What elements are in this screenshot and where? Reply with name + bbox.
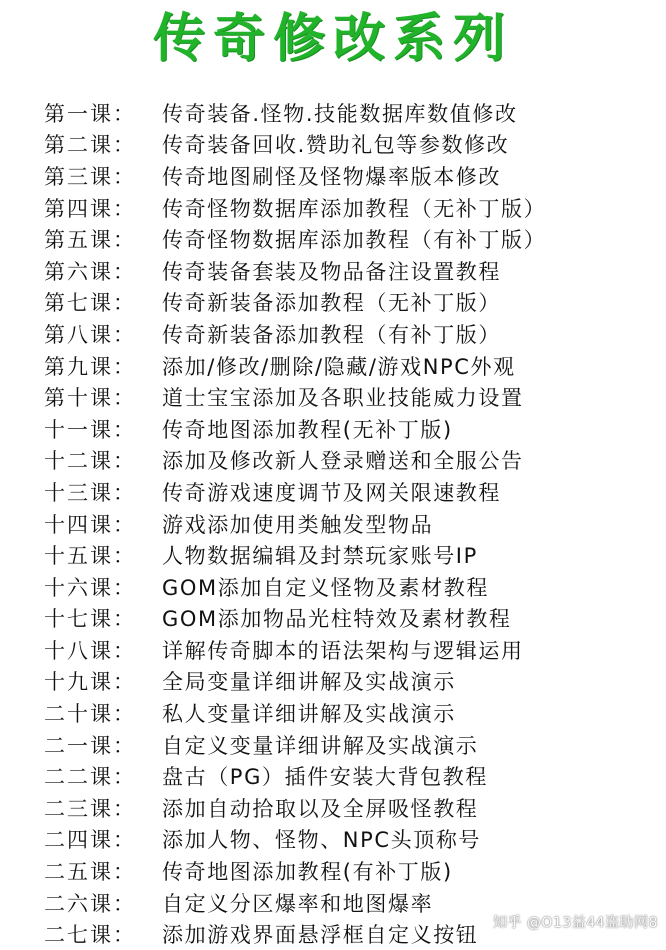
watermark: 知乎 @O13益44盗助网8 [492, 915, 658, 931]
lesson-number: 二四课： [44, 828, 136, 853]
lesson-number: 第二课： [44, 133, 136, 158]
lesson-number: 十三课： [44, 480, 136, 505]
lesson-number: 二三课： [44, 796, 136, 821]
lesson-topic: 传奇地图添加教程(有补丁版) [162, 860, 453, 885]
lesson-topic: 添加游戏界面悬浮框自定义按钮 [162, 923, 479, 948]
lesson-number: 十二课： [44, 449, 136, 474]
lesson-topic: GOM添加物品光柱特效及素材教程 [162, 607, 512, 632]
lesson-row [44, 381, 654, 413]
lesson-number: 第九课： [44, 354, 136, 379]
lesson-number: 二六课： [44, 891, 136, 916]
lesson-number: 二一课： [44, 733, 136, 758]
lesson-number: 第十课： [44, 386, 136, 411]
lesson-row [44, 539, 654, 571]
lesson-row [44, 413, 654, 445]
lesson-number: 十九课： [44, 670, 136, 695]
lesson-topic: 人物数据编辑及封禁玩家账号IP [162, 544, 478, 569]
lesson-number: 二二课： [44, 765, 136, 790]
lesson-number: 第四课： [44, 196, 136, 221]
lesson-topic: 传奇地图添加教程(无补丁版) [162, 417, 453, 442]
lesson-topic: 传奇装备回收.赞助礼包等参数修改 [162, 133, 510, 158]
lesson-topic: 添加自动拾取以及全屏吸怪教程 [162, 796, 479, 821]
lesson-number: 第七课： [44, 291, 136, 316]
lesson-number: 十四课： [44, 512, 136, 537]
lesson-row [44, 508, 654, 540]
lesson-row [44, 160, 654, 192]
lesson-number: 第一课： [44, 101, 136, 126]
lesson-topic: 添加人物、怪物、NPC头顶称号 [162, 828, 482, 853]
lesson-topic: 添加及修改新人登录赠送和全服公告 [162, 449, 524, 474]
lesson-row [44, 192, 654, 224]
lesson-row [44, 476, 654, 508]
lesson-row [44, 697, 654, 729]
lesson-topic: 添加/修改/删除/隐藏/游戏NPC外观 [162, 354, 516, 379]
lesson-topic: 游戏添加使用类触发型物品 [162, 512, 434, 537]
lesson-topic: 自定义变量详细讲解及实战演示 [162, 733, 479, 758]
lesson-row [44, 97, 654, 129]
lesson-topic: 传奇新装备添加教程（有补丁版） [162, 322, 501, 347]
lesson-topic: 传奇怪物数据库添加教程（无补丁版） [162, 196, 547, 221]
lesson-list [44, 97, 654, 950]
lesson-topic: GOM添加自定义怪物及素材教程 [162, 575, 489, 600]
lesson-number: 二十课： [44, 702, 136, 727]
lesson-row [44, 287, 654, 319]
lesson-topic: 传奇新装备添加教程（无补丁版） [162, 291, 501, 316]
lesson-topic: 道士宝宝添加及各职业技能威力设置 [162, 386, 524, 411]
lesson-row [44, 824, 654, 856]
lesson-topic: 盘古（PG）插件安装大背包教程 [162, 765, 488, 790]
lesson-topic: 详解传奇脚本的语法架构与逻辑运用 [162, 638, 524, 663]
lesson-number: 二七课： [44, 923, 136, 948]
lesson-number: 十八课： [44, 638, 136, 663]
lesson-topic: 私人变量详细讲解及实战演示 [162, 702, 456, 727]
lesson-number: 第五课： [44, 228, 136, 253]
lesson-row [44, 350, 654, 382]
lesson-row [44, 255, 654, 287]
lesson-row [44, 792, 654, 824]
lesson-row [44, 129, 654, 161]
lesson-topic: 传奇装备套装及物品备注设置教程 [162, 259, 501, 284]
lesson-number: 第六课： [44, 259, 136, 284]
lesson-row [44, 571, 654, 603]
lesson-topic: 全局变量详细讲解及实战演示 [162, 670, 456, 695]
lesson-number: 十七课： [44, 607, 136, 632]
lesson-row [44, 855, 654, 887]
lesson-row [44, 445, 654, 477]
lesson-topic: 传奇地图刷怪及怪物爆率版本修改 [162, 164, 501, 189]
lesson-number: 十五课： [44, 544, 136, 569]
lesson-number: 第三课： [44, 164, 136, 189]
poster-title: 传奇修改系列 [152, 9, 513, 69]
lesson-topic: 传奇装备.怪物.技能数据库数值修改 [162, 101, 518, 126]
lesson-number: 十六课： [44, 575, 136, 600]
lesson-row [44, 760, 654, 792]
lesson-topic: 传奇游戏速度调节及网关限速教程 [162, 480, 501, 505]
lesson-number: 二五课： [44, 860, 136, 885]
lesson-number: 第八课： [44, 322, 136, 347]
lesson-number: 十一课： [44, 417, 136, 442]
lesson-row [44, 729, 654, 761]
lesson-topic: 自定义分区爆率和地图爆率 [162, 891, 434, 916]
lesson-topic: 传奇怪物数据库添加教程（有补丁版） [162, 228, 547, 253]
lesson-row [44, 318, 654, 350]
lesson-row [44, 223, 654, 255]
lesson-row [44, 603, 654, 635]
lesson-row [44, 666, 654, 698]
lesson-row [44, 634, 654, 666]
